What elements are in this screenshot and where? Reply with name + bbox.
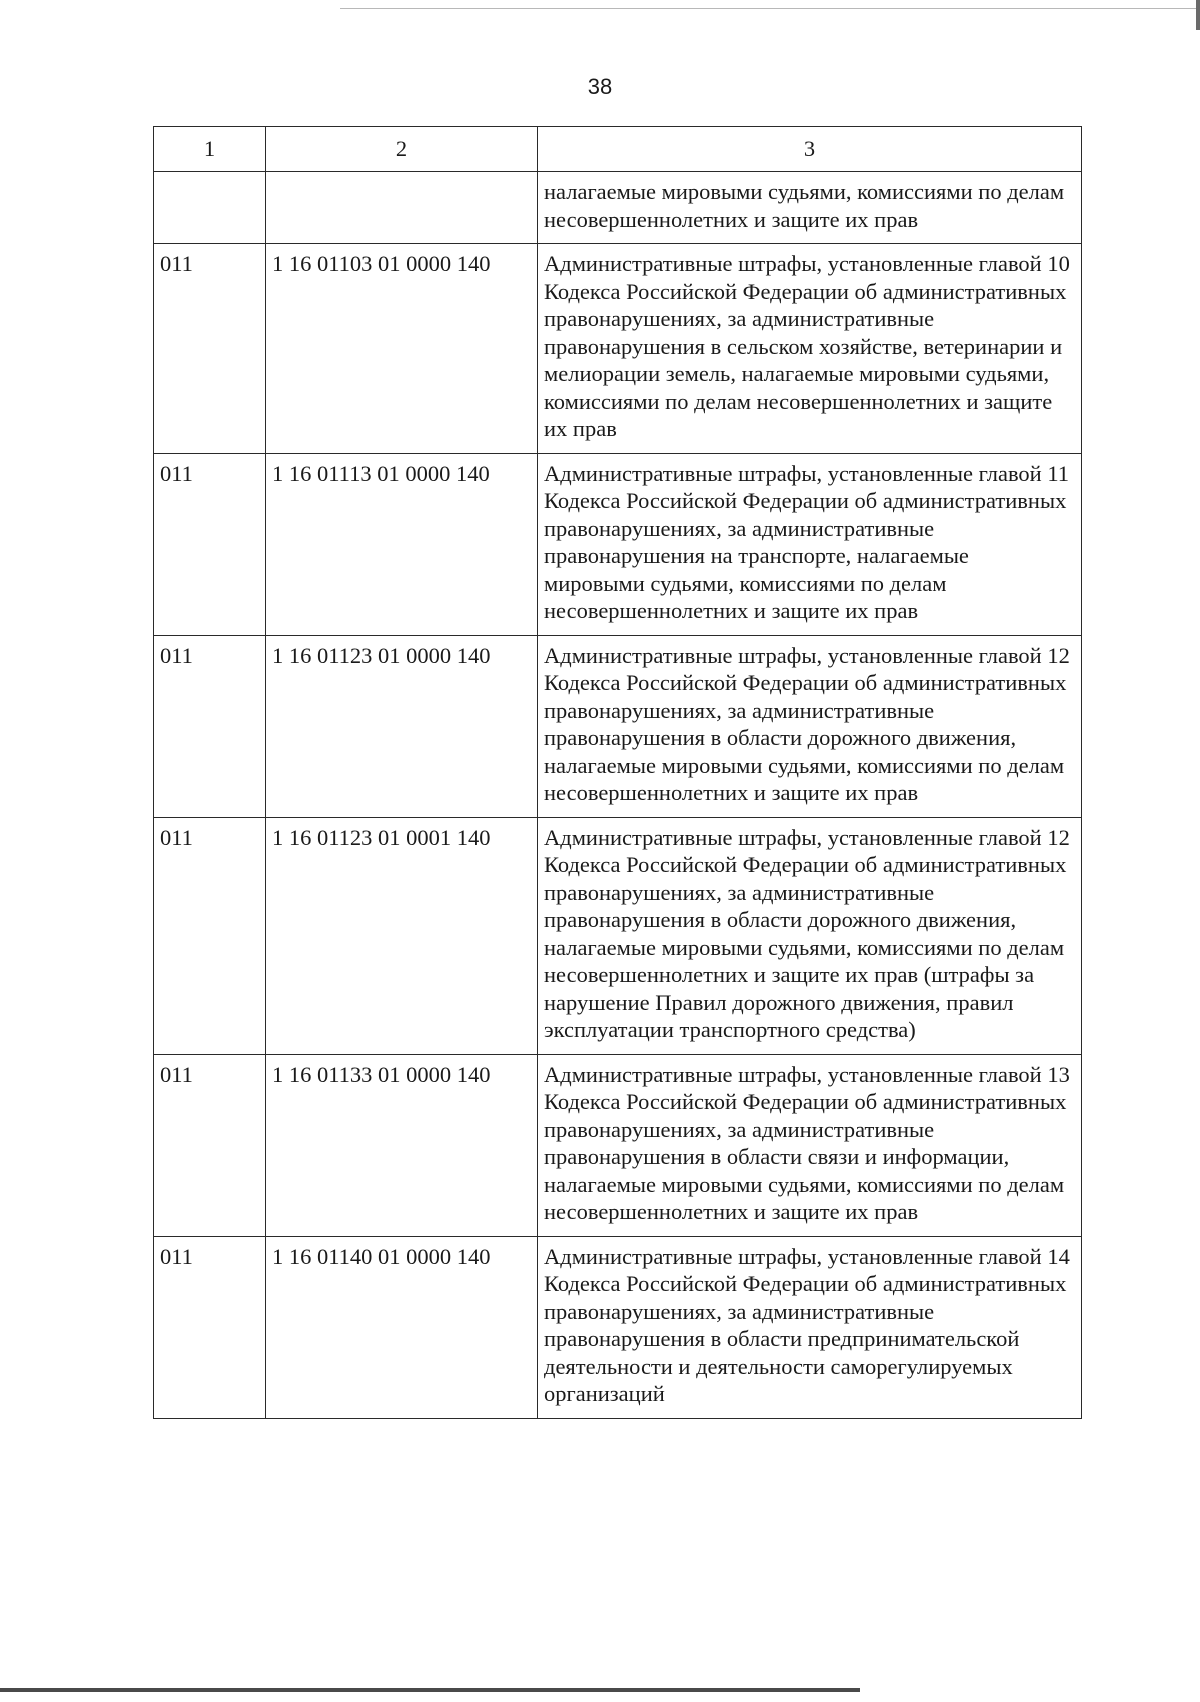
description-cell: Административные штрафы, установленные главой 12 Кодекса Российской Федерации об административных правонарушениях, за административные правонарушения в области дорожного движения, налагаемые мировыми судьями, комиссиями по делам несовершеннолетних и защите их прав (штрафы за нарушение Правил дорожного движения, правил эксплуатации транспортного средства) bbox=[538, 817, 1082, 1054]
scan-artifact-edge-right bbox=[1196, 0, 1200, 30]
revenue-codes-table bbox=[153, 126, 1082, 1419]
header-cell-1: 1 bbox=[154, 127, 266, 172]
budget-code-cell: 1 16 01103 01 0000 140 bbox=[266, 244, 538, 454]
table-row bbox=[154, 244, 1082, 454]
admin-code-cell: 011 bbox=[154, 635, 266, 817]
scan-artifact-line-bottom bbox=[0, 1688, 860, 1692]
header-cell-2: 2 bbox=[266, 127, 538, 172]
table-row bbox=[154, 453, 1082, 635]
table-header-row bbox=[154, 127, 1082, 172]
table-row bbox=[154, 817, 1082, 1054]
admin-code-cell: 011 bbox=[154, 817, 266, 1054]
admin-code-cell: 011 bbox=[154, 453, 266, 635]
budget-code-cell: 1 16 01133 01 0000 140 bbox=[266, 1054, 538, 1236]
header-cell-3: 3 bbox=[538, 127, 1082, 172]
description-cell: Административные штрафы, установленные главой 12 Кодекса Российской Федерации об административных правонарушениях, за административные правонарушения в области дорожного движения, налагаемые мировыми судьями, комиссиями по делам несовершеннолетних и защите их прав bbox=[538, 635, 1082, 817]
admin-code-cell: 011 bbox=[154, 1236, 266, 1418]
admin-code-cell: 011 bbox=[154, 1054, 266, 1236]
description-cell: Административные штрафы, установленные главой 14 Кодекса Российской Федерации об административных правонарушениях, за административные правонарушения в области предпринимательской деятельности и деятельности саморегулируемых организаций bbox=[538, 1236, 1082, 1418]
budget-code-cell: 1 16 01113 01 0000 140 bbox=[266, 453, 538, 635]
table-row bbox=[154, 172, 1082, 244]
description-cell: Административные штрафы, установленные главой 13 Кодекса Российской Федерации об административных правонарушениях, за административные правонарушения в области связи и информации, налагаемые мировыми судьями, комиссиями по делам несовершеннолетних и защите их прав bbox=[538, 1054, 1082, 1236]
scan-artifact-line-top bbox=[340, 8, 1200, 9]
budget-code-cell: 1 16 01123 01 0001 140 bbox=[266, 817, 538, 1054]
page-number: 38 bbox=[587, 74, 613, 99]
admin-code-cell bbox=[154, 172, 266, 244]
table-row bbox=[154, 1236, 1082, 1418]
budget-code-cell: 1 16 01140 01 0000 140 bbox=[266, 1236, 538, 1418]
description-cell: Административные штрафы, установленные главой 11 Кодекса Российской Федерации об административных правонарушениях, за административные правонарушения на транспорте, налагаемые мировыми судьями, комиссиями по делам несовершеннолетних и защите их прав bbox=[538, 453, 1082, 635]
budget-code-cell: 1 16 01123 01 0000 140 bbox=[266, 635, 538, 817]
admin-code-cell: 011 bbox=[154, 244, 266, 454]
table-row bbox=[154, 1054, 1082, 1236]
table-row bbox=[154, 635, 1082, 817]
budget-code-cell bbox=[266, 172, 538, 244]
description-cell: Административные штрафы, установленные главой 10 Кодекса Российской Федерации об административных правонарушениях, за административные правонарушения в сельском хозяйстве, ветеринарии и мелиорации земель, налагаемые мировыми судьями, комиссиями по делам несовершеннолетних и защите их прав bbox=[538, 244, 1082, 454]
description-cell: налагаемые мировыми судьями, комиссиями по делам несовершеннолетних и защите их прав bbox=[538, 172, 1082, 244]
